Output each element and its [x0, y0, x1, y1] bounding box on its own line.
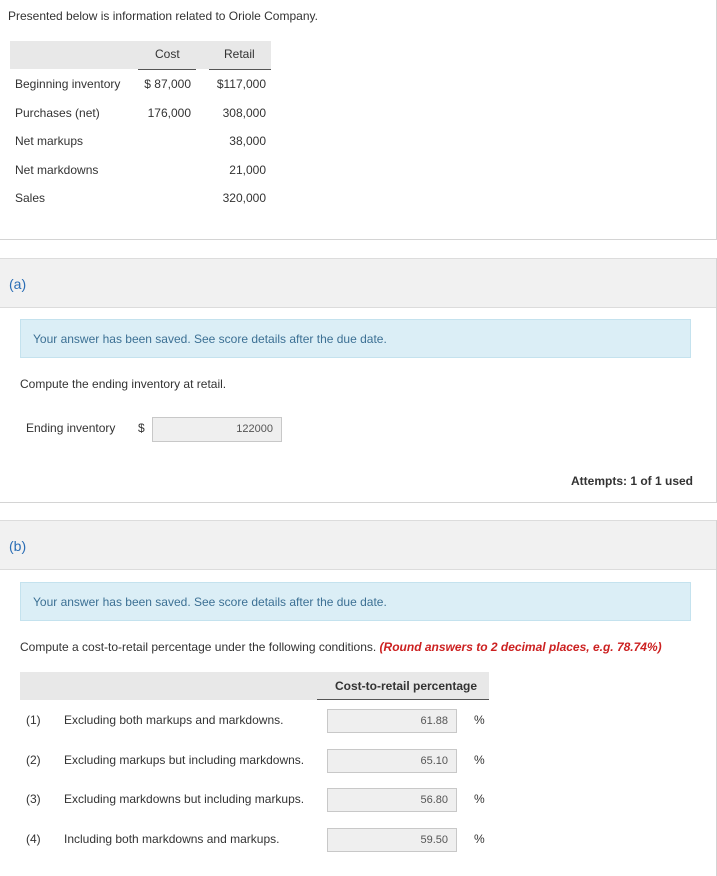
- row-label-net-markdowns: Net markdowns: [15, 163, 99, 177]
- percentage-input-4[interactable]: 59.50: [327, 828, 457, 852]
- percent-sign-4: %: [474, 832, 485, 846]
- row-label-net-markups: Net markups: [15, 134, 84, 148]
- ending-inventory-label: Ending inventory: [26, 421, 116, 435]
- cell-beginning-cost: $ 87,000: [144, 77, 191, 91]
- cell-net-markdowns-retail: 21,000: [229, 163, 266, 177]
- cell-beginning-retail: $117,000: [216, 77, 266, 91]
- cost-to-retail-header: Cost-to-retail percentage: [335, 679, 478, 693]
- cost-header: Cost: [155, 47, 180, 61]
- cell-sales-retail: 320,000: [222, 191, 266, 205]
- part-a-header: [0, 258, 716, 308]
- cost-header-underline: [138, 69, 196, 70]
- part-a-saved-notice: [20, 319, 691, 358]
- row-number-4: (4): [26, 832, 41, 846]
- row-desc-4: Including both markdowns and markups.: [64, 832, 280, 846]
- part-b-saved-notice: [20, 582, 691, 621]
- section-divider: [0, 239, 716, 240]
- part-a-instruction: Compute the ending inventory at retail.: [20, 377, 227, 391]
- part-b-instruction: [20, 640, 662, 654]
- percentage-input-1[interactable]: 61.88: [327, 709, 457, 733]
- percent-sign-2: %: [474, 753, 485, 767]
- retail-header: Retail: [224, 47, 255, 61]
- part-a-notice-text: Your answer has been saved. See score details after the due date.: [33, 332, 387, 346]
- row-number-3: (3): [26, 792, 41, 806]
- part-b-instruction-text: Compute a cost-to-retail percentage under the following conditions.: [20, 640, 377, 654]
- row-number-2: (2): [26, 753, 41, 767]
- row-number-1: (1): [26, 713, 41, 727]
- part-b-notice-text: Your answer has been saved. See score details after the due date.: [33, 595, 387, 609]
- row-label-beginning-inventory: Beginning inventory: [15, 77, 121, 91]
- rounding-note: (Round answers to 2 decimal places, e.g. 78.74%): [379, 640, 662, 654]
- row-desc-2: Excluding markups but including markdowns.: [64, 753, 305, 767]
- row-label-sales: Sales: [15, 191, 46, 205]
- part-a-bottom-divider: [0, 502, 716, 503]
- currency-symbol: $: [138, 421, 145, 435]
- part-b-label: (b): [9, 538, 27, 554]
- retail-header-underline: [209, 69, 271, 70]
- ending-inventory-input[interactable]: 122000: [152, 417, 282, 442]
- row-desc-3: Excluding markdowns but including markups.: [64, 792, 305, 806]
- part-a-label: (a): [9, 276, 27, 292]
- inventory-info-table: [10, 41, 271, 213]
- cell-purchases-cost: 176,000: [147, 106, 191, 120]
- part-b-header: [0, 520, 716, 570]
- cell-purchases-retail: 308,000: [222, 106, 266, 120]
- percentage-input-3[interactable]: 56.80: [327, 788, 457, 812]
- attempts-counter: Attempts: 1 of 1 used: [570, 474, 693, 488]
- intro-text: Presented below is information related to Oriole Company.: [8, 9, 318, 23]
- percentage-input-2[interactable]: 65.10: [327, 749, 457, 773]
- percent-sign-1: %: [474, 713, 485, 727]
- cell-net-markups-retail: 38,000: [229, 134, 266, 148]
- percent-sign-3: %: [474, 792, 485, 806]
- row-desc-1: Excluding both markups and markdowns.: [64, 713, 284, 727]
- row-label-purchases: Purchases (net): [15, 106, 100, 120]
- cost-to-retail-header-underline: [317, 699, 489, 700]
